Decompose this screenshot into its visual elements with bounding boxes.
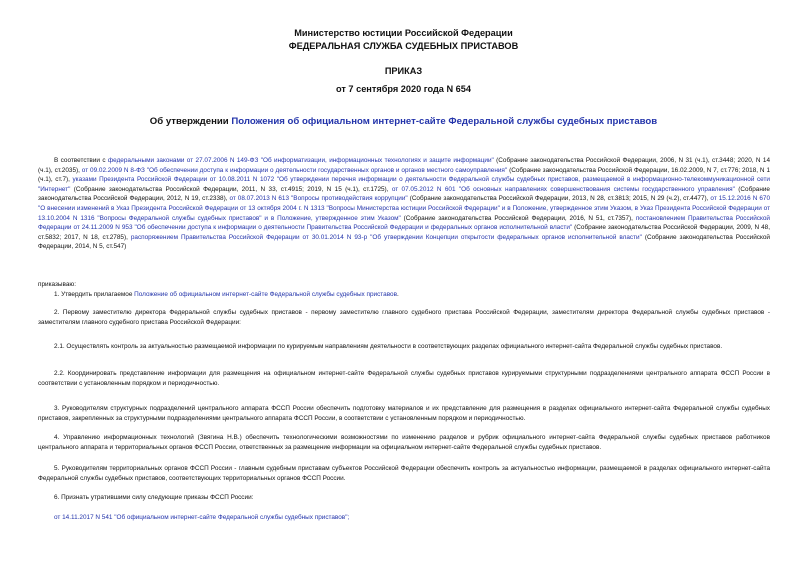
- order-word: приказываю:: [38, 281, 76, 288]
- p1-prefix: 1. Утвердить прилагаемое: [54, 291, 135, 298]
- paragraph-4: 4. Управлению информационных технологий (Звягина Н.В.) обеспечить технологическими возможностями по изменению разделов и рубрик официального интернет-сайта Федеральной службы судебных приставов работников центрального аппарата и территориальных органов ФССП России, ответственных за размещение информации на официальном интернет-сайте Федеральной службы судебных приставов.: [38, 434, 770, 451]
- title-link[interactable]: Положения об официальном интернет-сайте Федеральной службы судебных приставов: [231, 116, 658, 127]
- preamble-link[interactable]: от 07.05.2012 N 601 "Об основных направлениях совершенствования системы государственного управления": [391, 185, 735, 193]
- preamble-link[interactable]: от 08.07.2013 N 613 "Вопросы противодействия коррупции": [229, 195, 408, 203]
- service-heading: ФЕДЕРАЛЬНАЯ СЛУЖБА СУДЕБНЫХ ПРИСТАВОВ: [288, 41, 519, 51]
- paragraph-2-1: 2.1. Осуществлять контроль за актуальностью размещаемой информации по курируемым направлениям деятельности в соответствующих разделах официального интернет-сайта Федеральной службы судебных приставов.: [54, 343, 723, 350]
- date-number-heading: от 7 сентября 2020 года N 654: [335, 84, 471, 94]
- ministry-heading: Министерство юстиции Российской Федерации: [294, 28, 513, 38]
- paragraph-2-2: 2.2. Координировать представление информации для размещения на официальном интернет-сайте Федеральной службы судебных приставов курируемыми структурными подразделениями центрального аппарата ФССП России в соответствии с установленным порядком и периодичностью.: [38, 370, 770, 387]
- preamble-text: (Собрание законодательства Российской Федерации, 2006, N 31 (ч.1), ст.3448; 2020, N 14 (ч.1), ст.2035),: [38, 157, 770, 174]
- paragraph-2: 2. Первому заместителю директора Федеральной службы судебных приставов - первому заместителю главного судебного пристава Российской Федерации, заместителям директора Федеральной службы судебных приставов - заместителям главного судебного пристава Российской Федерации:: [38, 309, 770, 326]
- repealed-order-link[interactable]: от 14.11.2017 N 541 "Об официальном интернет-сайте Федеральной службы судебных приставов";: [54, 514, 350, 521]
- preamble-link[interactable]: федеральными законами от 27.07.2006 N 149-ФЗ "Об информатизации, информационных технологиях и защите информации": [107, 157, 494, 164]
- preamble-text: (Собрание законодательства Российской Федерации, 2013, N 28, ст.3813; 2015, N 29 (ч.2), ст.4477),: [407, 195, 711, 203]
- preamble-link[interactable]: распоряжением Правительства Российской Федерации от 30.01.2014 N 93-р "Об утверждении Концепции открытости федеральных органов исполнительной власти": [130, 233, 642, 241]
- document-title: [0, 116, 807, 128]
- doc-type-heading: ПРИКАЗ: [384, 66, 423, 76]
- p1-suffix: .: [397, 291, 399, 298]
- title-prefix: Об утверждении: [149, 116, 232, 127]
- preamble-paragraph: [38, 156, 770, 252]
- preamble-text: (Собрание законодательства Российской Федерации, 2009, N 48, ст.5832; 2017, N 18, ст.2785),: [38, 224, 770, 241]
- preamble-text: (Собрание законодательства Российской Федерации, 2012, N 19, ст.2338),: [38, 185, 770, 203]
- preamble-link[interactable]: от 09.02.2009 N 8-ФЗ "Об обеспечении доступа к информации о деятельности государственных органов и органов местного самоуправления": [81, 166, 508, 174]
- preamble-text: (Собрание законодательства Российской Федерации, 2011, N 33, ст.4915; 2019, N 15 (ч.1), ст.1725),: [70, 185, 392, 193]
- p1-link[interactable]: Положение об официальном интернет-сайте Федеральной службы судебных приставов: [134, 291, 397, 298]
- preamble-link[interactable]: постановлением Правительства Российской Федерации от 24.11.2009 N 953 "Об обеспечении доступа к информации о деятельности Правительства Российской Федерации и федеральных органов исполнительной власти": [38, 214, 770, 232]
- preamble-text: В соответствии с: [54, 157, 108, 164]
- paragraph-5: 5. Руководителям территориальных органов ФССП России - главным судебным приставам субъектов Российской Федерации обеспечить контроль за актуальностью информации, размещаемой в разделах официального интернет-сайта Федеральной службы судебных приставов, соответствующих территориальных органов ФССП России.: [38, 465, 770, 482]
- preamble-text: (Собрание законодательства Российской Федерации, 2016, N 51, ст.7357),: [400, 214, 636, 222]
- preamble-text: (Собрание законодательства Российской Федерации, 2014, N 5, ст.547): [38, 233, 770, 251]
- preamble-link[interactable]: от 15.12.2016 N 670 "О внесении изменений в Указ Президента Российской Федерации от 13 октября 2004 г. N 1313 "Вопросы Министерства юстиции Российской Федерации" и в Положение, утвержденное этим Указом, в Указ Президента Российской Федерации от 13.10.2004 N 1316 "Вопросы Федеральной службы судебных приставов" и в Положение, утвержденное этим Указом": [38, 195, 770, 222]
- preamble-link[interactable]: указами Президента Российской Федерации от 10.08.2011 N 1072 "Об утверждении перечня информации о деятельности Федеральной службы судебных приставов, размещаемой в информационно-телекоммуникационной сети "Интернет": [38, 176, 770, 193]
- paragraph-3: 3. Руководителям структурных подразделений центрального аппарата ФССП России обеспечить подготовку материалов и их представление для размещения в разделах официального интернет-сайта Федеральной службы судебных приставов, закрепленных за структурными подразделениями центрального аппарата ФССП России, в соответствии с установленным порядком и периодичностью.: [38, 405, 770, 422]
- preamble-text: (Собрание законодательства Российской Федерации, 16.02.2009, N 7, ст.776; 2018, N 1 (ч.1), ст.7),: [38, 166, 770, 184]
- paragraph-6: 6. Признать утратившими силу следующие приказы ФССП России:: [54, 494, 254, 501]
- paragraph-1: [38, 290, 770, 300]
